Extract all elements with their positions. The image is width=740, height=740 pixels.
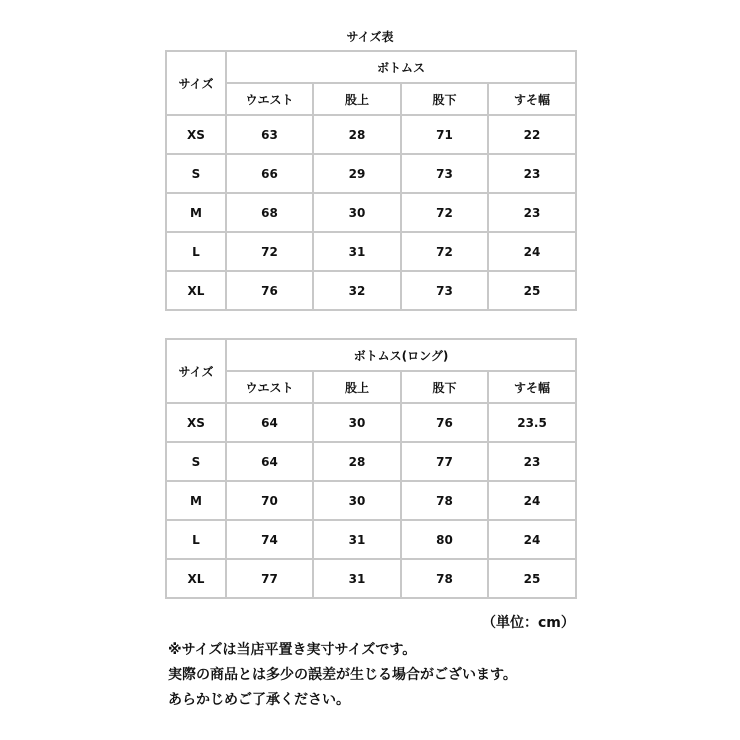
value-cell: 71	[401, 115, 488, 154]
note-line: 実際の商品とは多少の誤差が生じる場合がございます。	[168, 667, 517, 683]
value-cell: 63	[226, 115, 313, 154]
size-header: サイズ	[166, 339, 226, 403]
value-cell: 77	[401, 442, 488, 481]
value-cell: 23	[488, 193, 576, 232]
size-table-bottoms-long	[165, 338, 577, 599]
unit-label: （単位：cm）	[482, 615, 575, 631]
size-cell: XL	[166, 271, 226, 310]
value-cell: 76	[401, 403, 488, 442]
table-row	[166, 559, 576, 598]
value-cell: 73	[401, 154, 488, 193]
size-cell: M	[166, 481, 226, 520]
table-row	[166, 271, 576, 310]
size-cell: L	[166, 232, 226, 271]
value-cell: 22	[488, 115, 576, 154]
size-cell: XS	[166, 115, 226, 154]
value-cell: 78	[401, 559, 488, 598]
table-row	[166, 442, 576, 481]
value-cell: 76	[226, 271, 313, 310]
value-cell: 24	[488, 232, 576, 271]
value-cell: 64	[226, 403, 313, 442]
table-row	[166, 403, 576, 442]
value-cell: 28	[313, 442, 401, 481]
value-cell: 70	[226, 481, 313, 520]
value-cell: 72	[226, 232, 313, 271]
value-cell: 24	[488, 520, 576, 559]
value-cell: 73	[401, 271, 488, 310]
size-cell: M	[166, 193, 226, 232]
column-header-hem-width: すそ幅	[488, 371, 576, 403]
table-row	[166, 520, 576, 559]
value-cell: 25	[488, 559, 576, 598]
table-row	[166, 154, 576, 193]
value-cell: 23	[488, 154, 576, 193]
value-cell: 25	[488, 271, 576, 310]
value-cell: 72	[401, 232, 488, 271]
size-cell: S	[166, 442, 226, 481]
column-header-rise: 股上	[313, 83, 401, 115]
table-row	[166, 193, 576, 232]
column-header-rise: 股上	[313, 371, 401, 403]
value-cell: 29	[313, 154, 401, 193]
value-cell: 77	[226, 559, 313, 598]
size-cell: L	[166, 520, 226, 559]
table-row	[166, 232, 576, 271]
notes	[168, 638, 517, 713]
column-header-waist: ウエスト	[226, 83, 313, 115]
value-cell: 23.5	[488, 403, 576, 442]
value-cell: 72	[401, 193, 488, 232]
column-header-hem-width: すそ幅	[488, 83, 576, 115]
size-header: サイズ	[166, 51, 226, 115]
value-cell: 64	[226, 442, 313, 481]
value-cell: 31	[313, 232, 401, 271]
value-cell: 78	[401, 481, 488, 520]
value-cell: 74	[226, 520, 313, 559]
size-cell: XS	[166, 403, 226, 442]
size-table-bottoms	[165, 50, 577, 311]
column-header-inseam: 股下	[401, 83, 488, 115]
value-cell: 23	[488, 442, 576, 481]
note-line: ※サイズは当店平置き実寸サイズです。	[168, 642, 417, 658]
value-cell: 66	[226, 154, 313, 193]
column-header-waist: ウエスト	[226, 371, 313, 403]
value-cell: 80	[401, 520, 488, 559]
size-cell: XL	[166, 559, 226, 598]
group-header: ボトムス	[226, 51, 576, 83]
table-row	[166, 115, 576, 154]
value-cell: 24	[488, 481, 576, 520]
value-cell: 30	[313, 481, 401, 520]
table-row	[166, 481, 576, 520]
value-cell: 28	[313, 115, 401, 154]
value-cell: 31	[313, 559, 401, 598]
value-cell: 31	[313, 520, 401, 559]
size-cell: S	[166, 154, 226, 193]
value-cell: 32	[313, 271, 401, 310]
group-header: ボトムス(ロング)	[226, 339, 576, 371]
size-chart-title: サイズ表	[346, 30, 394, 44]
column-header-inseam: 股下	[401, 371, 488, 403]
value-cell: 68	[226, 193, 313, 232]
value-cell: 30	[313, 403, 401, 442]
note-line: あらかじめご了承ください。	[168, 692, 350, 708]
value-cell: 30	[313, 193, 401, 232]
